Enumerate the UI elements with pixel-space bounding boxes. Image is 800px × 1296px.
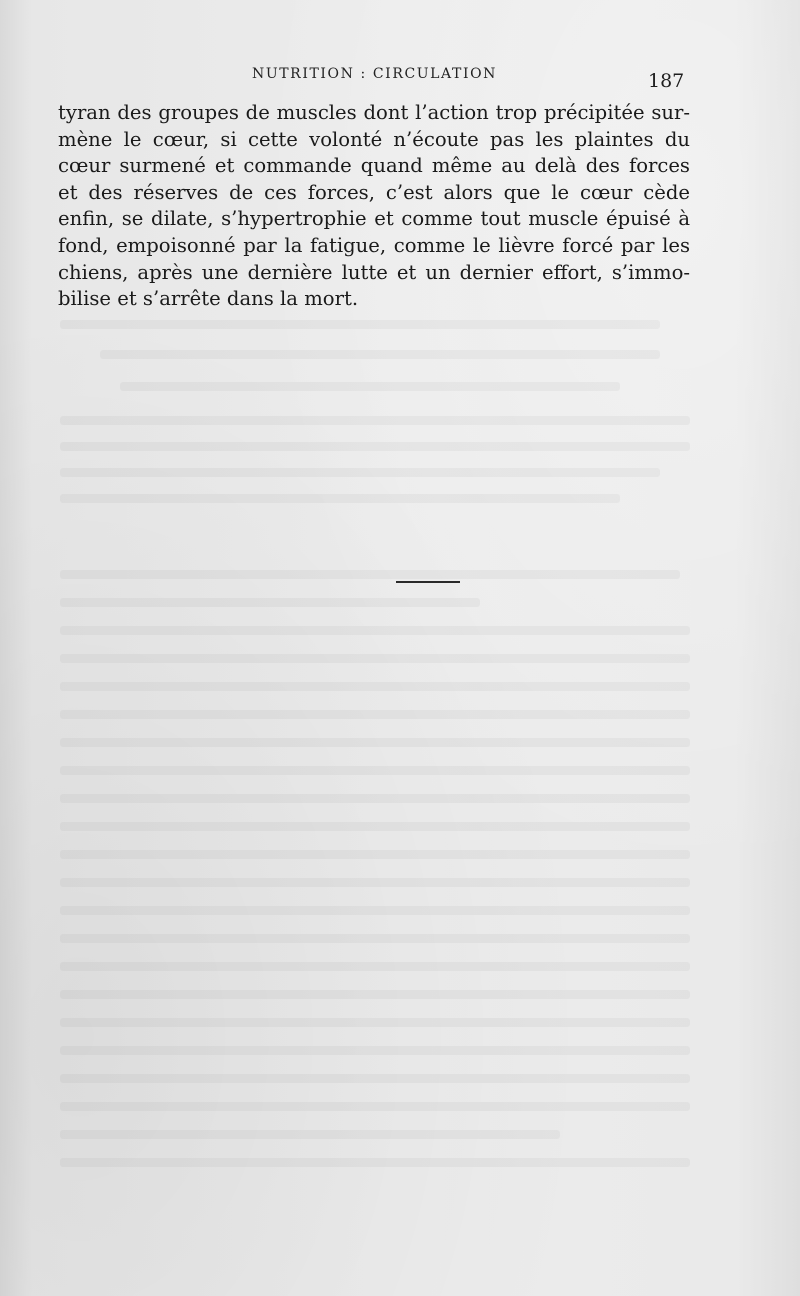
stray-ink-rule bbox=[396, 581, 460, 583]
text-line: fond, empoisonné par la fatigue, comme le lièvre forcé par les bbox=[58, 233, 690, 257]
text-line: tyran des groupes de muscles dont l’action trop précipitée sur- bbox=[58, 101, 690, 124]
running-header: NUTRITION : CIRCULATION bbox=[252, 66, 498, 82]
page-number: 187 bbox=[648, 70, 685, 92]
text-line: et des réserves de ces forces, c’est alors que le cœur cède bbox=[58, 180, 690, 204]
text-line: bilise et s’arrête dans la mort. bbox=[58, 287, 359, 311]
text-line: mène le cœur, si cette volonté n’écoute pas les plaintes du bbox=[58, 127, 690, 151]
body-paragraph bbox=[58, 100, 690, 313]
bleed-through-shadow bbox=[60, 320, 710, 1180]
text-line: cœur surmené et commande quand même au delà des forces bbox=[58, 154, 690, 178]
text-line: chiens, après une dernière lutte et un dernier effort, s’immo- bbox=[58, 260, 690, 284]
text-line: enfin, se dilate, s’hypertrophie et comme tout muscle épuisé à bbox=[58, 207, 690, 231]
